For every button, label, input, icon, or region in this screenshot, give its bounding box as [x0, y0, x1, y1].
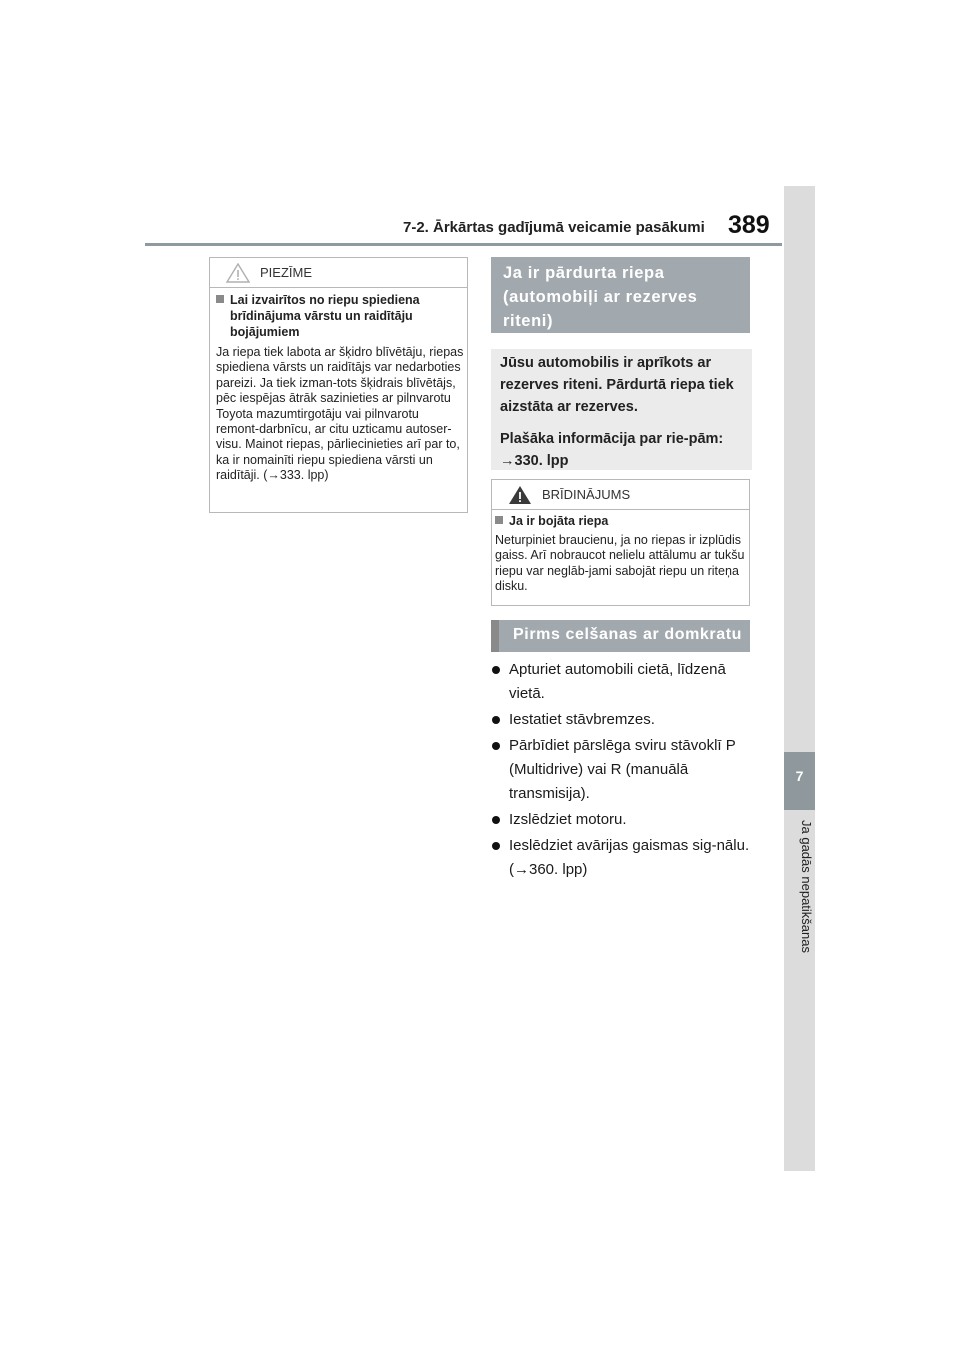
bullet-dot-icon: [492, 666, 500, 674]
section-heading-before-jacking: Pirms celšanas ar domkratu: [491, 620, 750, 652]
page-number: 389: [728, 211, 770, 239]
summary-reference: Plašāka informācija par rie-pām: →330. lpp: [500, 431, 724, 469]
list-item: [491, 658, 756, 706]
list-item-text: Apturiet automobili cietā, līdzenā vietā.: [509, 661, 726, 702]
warning-heading: [495, 514, 608, 528]
notice-heading: [216, 292, 478, 340]
warning-outline-icon: [226, 263, 250, 288]
bullet-dot-icon: [492, 816, 500, 824]
bullet-dot-icon: [492, 842, 500, 850]
list-item: [491, 808, 756, 832]
side-tab: [784, 186, 815, 1171]
summary-paragraph: Jūsu automobilis ir aprīkots ar rezerves riteni. Pārdurtā riepa tiek aizstāta ar rezerves.: [500, 355, 734, 415]
chapter-number: 7: [795, 768, 804, 784]
notice-label: PIEZĪME: [260, 265, 313, 280]
notice-heading-text: Lai izvairītos no riepu spiediena brīdinājuma vārstu un raidītāju bojājumiem: [230, 293, 420, 339]
list-item: [491, 734, 756, 806]
header-divider: [145, 243, 782, 246]
list-item: [491, 834, 756, 882]
list-item-text: Ieslēdziet avārijas gaismas sig-nālu. (→360. lpp): [509, 837, 750, 878]
notice-header: [210, 258, 467, 288]
notice-box: [209, 257, 468, 513]
list-item-text: Izslēdziet motoru.: [509, 811, 627, 828]
warning-heading-text: Ja ir bojāta riepa: [509, 514, 609, 528]
warning-body: Neturpiniet braucienu, ja no riepas ir izplūdis gaiss. Arī nobraucot nelielu attālumu ar tukšu riepu var neglāb-jami sabojāt riepu un riteņa disku.: [495, 533, 745, 594]
square-bullet-icon: [495, 516, 503, 524]
bullet-dot-icon: [492, 716, 500, 724]
notice-body: Ja riepa tiek labota ar šķidro blīvētāju, riepas spiediena vārsts un raidītājs var nedarboties pareizi. Ja tiek izman-tots šķidrais blīvētājs, pēc iespējas ātrāk sazinieties ar pilnvarotu Toyota mazumtirgotāju vai pilnvarotu remont-darbnīcu, ar citu uzticamu autoser-visu. Mainot riepas, pārliecinieties arī par to, ka ir nomainīti riepu spiediena vārsti un raidītāji. (→333. lpp): [216, 345, 464, 483]
warning-label: BRĪDINĀJUMS: [542, 487, 631, 502]
bullet-dot-icon: [492, 742, 500, 750]
warning-box: [491, 479, 750, 606]
bullet-list: [491, 658, 756, 884]
square-bullet-icon: [216, 295, 224, 303]
warning-header: [492, 480, 749, 510]
list-item: [491, 708, 756, 732]
chapter-title: Ja gadās nepatikšanas: [799, 820, 814, 953]
warning-filled-icon: [508, 485, 532, 510]
section-heading-flat-tire: Ja ir pārdurta riepa (automobiļi ar rezerves riteni): [491, 257, 750, 333]
header-section-title: 7-2. Ārkārtas gadījumā veicamie pasākumi: [403, 219, 705, 236]
list-item-text: Pārbīdiet pārslēga sviru stāvoklī P (Multidrive) vai R (manuālā transmisija).: [509, 737, 736, 802]
summary-box: [491, 349, 752, 470]
list-item-text: Iestatiet stāvbremzes.: [509, 711, 655, 728]
